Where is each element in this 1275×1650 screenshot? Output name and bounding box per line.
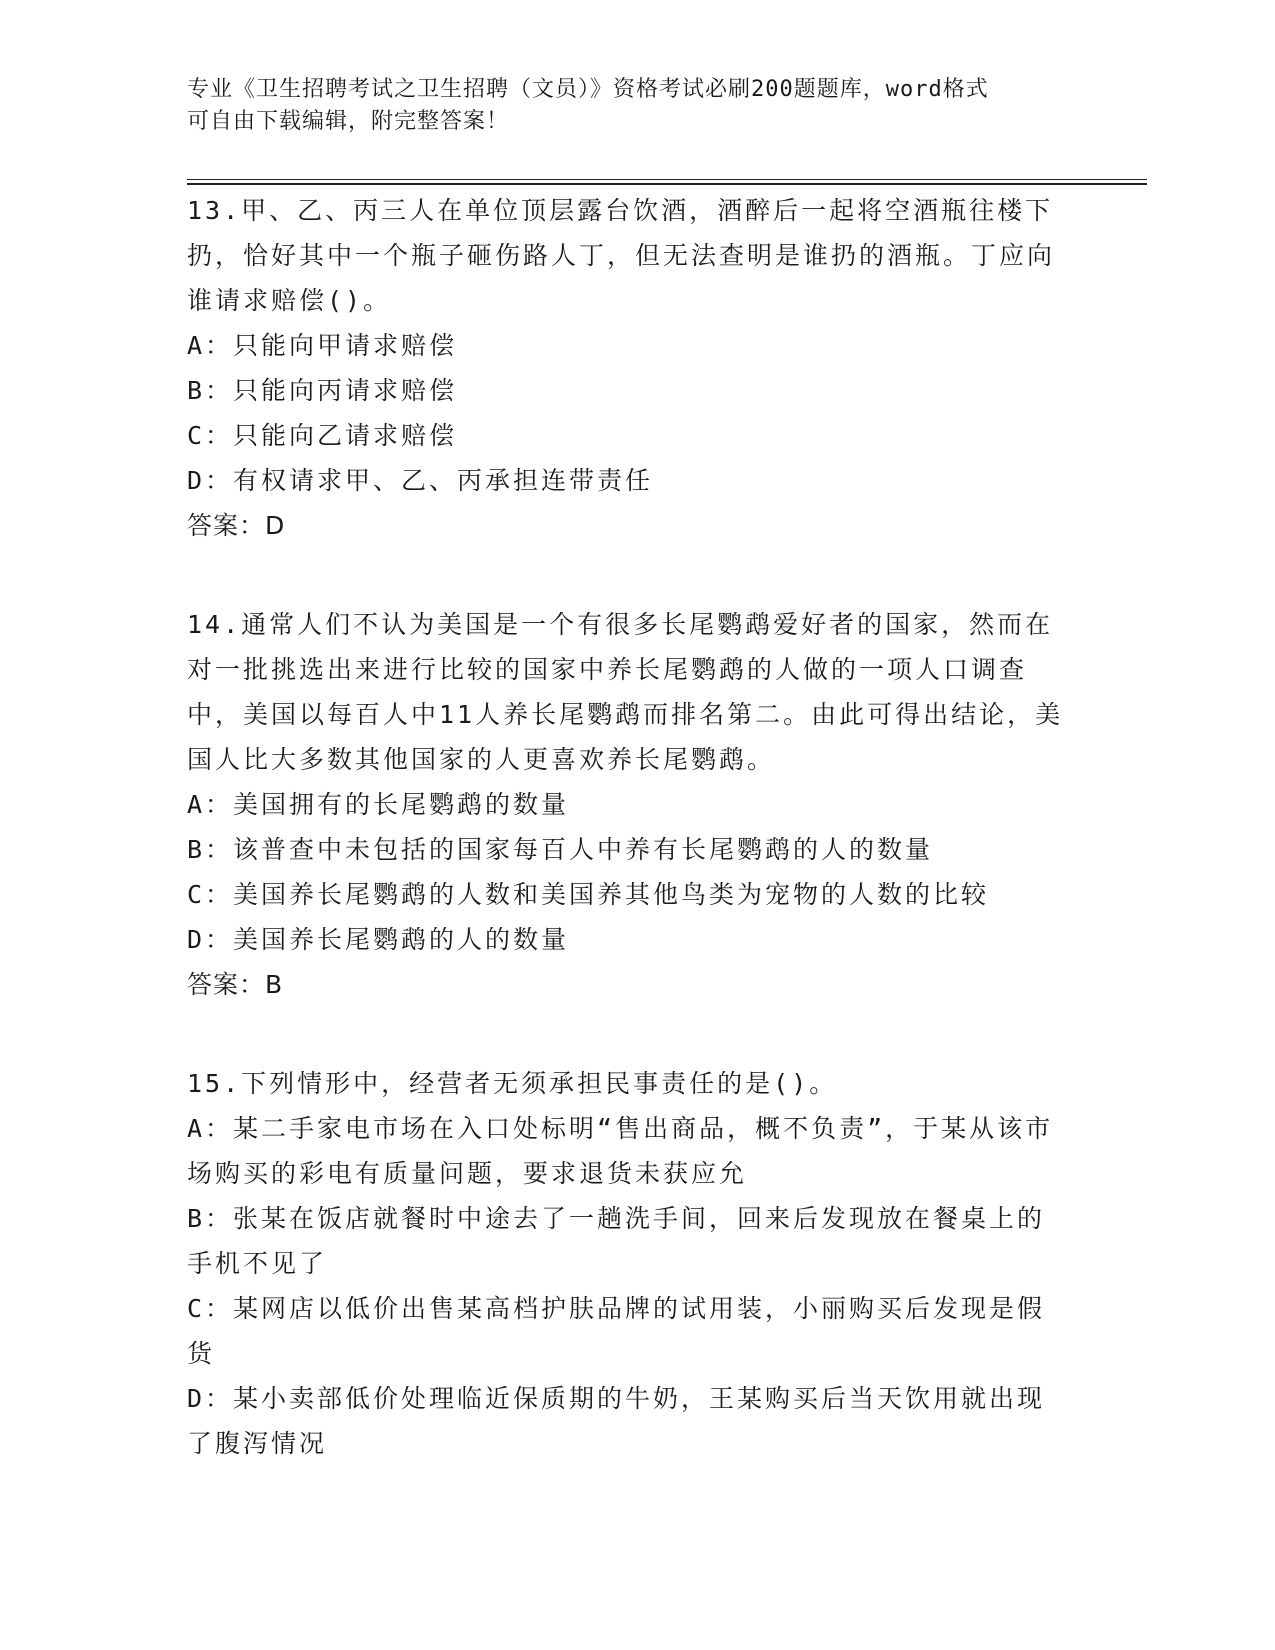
question-stem: 13.甲、乙、丙三人在单位顶层露台饮酒，酒醉后一起将空酒瓶往楼下扔，恰好其中一个瓶子砸伤路人丁，但无法查明是谁扔的酒瓶。丁应向谁请求赔偿()。 [187, 196, 1056, 315]
option-b: B：只能向丙请求赔偿 [187, 376, 458, 405]
option-d: D：美国养长尾鹦鹉的人的数量 [187, 925, 570, 954]
option-d: D：某小卖部低价处理临近保质期的牛奶，王某购买后当天饮用就出现了腹泻情况 [187, 1384, 1046, 1458]
option-a: A：某二手家电市场在入口处标明“售出商品，概不负责”，于某从该市场购买的彩电有质量问题，要求退货未获应允 [187, 1114, 1054, 1188]
question-stem: 15.下列情形中，经营者无须承担民事责任的是()。 [187, 1069, 838, 1098]
answer-line: 答案：D [187, 511, 286, 540]
option-a: A：只能向甲请求赔偿 [187, 331, 458, 360]
question-15 [187, 1061, 1067, 1466]
option-c: C：只能向乙请求赔偿 [187, 421, 458, 450]
question-list [187, 188, 1067, 1520]
header-divider-thick [187, 183, 1147, 185]
document-header [187, 74, 1067, 138]
option-d: D：有权请求甲、乙、丙承担连带责任 [187, 466, 654, 495]
option-c: C：某网店以低价出售某高档护肤品牌的试用装，小丽购买后发现是假货 [187, 1294, 1046, 1368]
option-b: B：该普查中未包括的国家每百人中养有长尾鹦鹉的人的数量 [187, 835, 934, 864]
question-stem: 14.通常人们不认为美国是一个有很多长尾鹦鹉爱好者的国家，然而在对一批挑选出来进行比较的国家中养长尾鹦鹉的人做的一项人口调查中，美国以每百人中11人养长尾鹦鹉而排名第二。由此可得出结论，美国人比大多数其他国家的人更喜欢养长尾鹦鹉。 [187, 610, 1064, 774]
option-b: B：张某在饭店就餐时中途去了一趟洗手间，回来后发现放在餐桌上的手机不见了 [187, 1204, 1046, 1278]
question-13 [187, 188, 1067, 548]
header-divider-thin [187, 179, 1147, 180]
question-14 [187, 602, 1067, 1007]
answer-line: 答案：B [187, 970, 284, 999]
header-line-1: 专业《卫生招聘考试之卫生招聘（文员）》资格考试必刷200题题库，word格式 [187, 77, 989, 102]
option-a: A：美国拥有的长尾鹦鹉的数量 [187, 790, 570, 819]
header-line-2: 可自由下载编辑，附完整答案！ [187, 109, 510, 134]
option-c: C：美国养长尾鹦鹉的人数和美国养其他鸟类为宠物的人数的比较 [187, 880, 990, 909]
